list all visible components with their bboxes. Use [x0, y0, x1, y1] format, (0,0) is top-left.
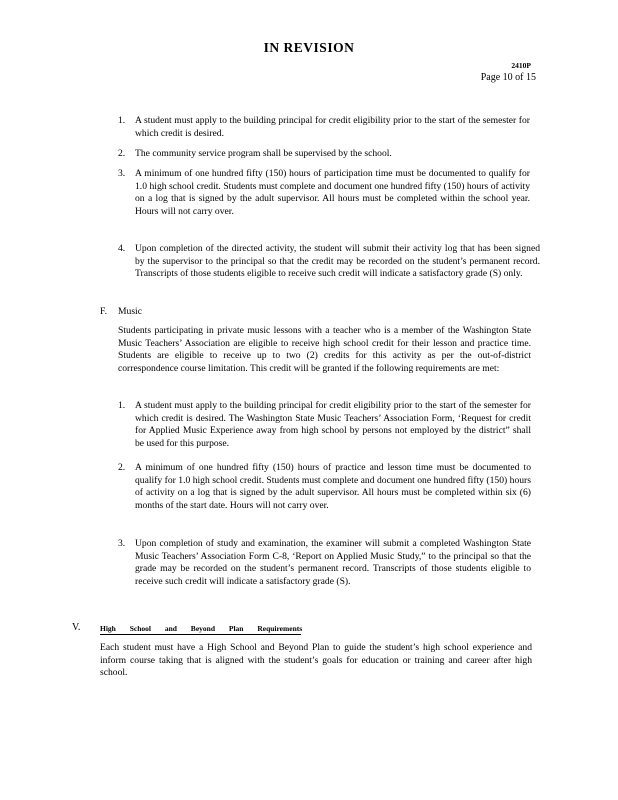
section-title: Music	[118, 306, 142, 317]
item-text: A student must apply to the building principal for credit eligibility prior to the start of the semester for which credit is desired.	[135, 115, 530, 139]
item-text: Upon completion of study and examination, the examiner will submit a completed Washington State Music Teachers’ Association Form C-8, ‘Report on Applied Music Study,” to the principal so that the grade may be recorded on the student’s permanent record. Transcripts of those students eligible to receive such credit will indicate a satisfactory grade (S).	[135, 538, 531, 587]
section-label: F.	[100, 306, 107, 317]
section-label: V.	[72, 622, 81, 633]
item-number: 1.	[118, 115, 126, 126]
item-number: 1.	[118, 400, 126, 411]
item-text: A minimum of one hundred fifty (150) hours of practice and lesson time must be documented to qualify for 1.0 high school credit. Students must complete and document one hundred fifty (150) hours of activity on a log that is signed by the adult supervisor. All hours must be completed within six (6) months of the start date. Hours will not carry over.	[135, 462, 531, 511]
item-number: 3.	[118, 538, 126, 549]
section-text: Each student must have a High School and Beyond Plan to guide the student’s high school experience and inform course taking that is aligned with the student’s goals for education or training and career after high school.	[100, 642, 532, 679]
page-title: IN REVISION	[263, 40, 355, 55]
item-text: The community service program shall be supervised by the school.	[135, 148, 392, 159]
heading-underline	[100, 634, 301, 635]
section-heading: High School and Beyond Plan Requirements	[100, 624, 303, 633]
item-number: 2.	[118, 462, 126, 473]
item-number: 3.	[118, 168, 126, 179]
page-number: Page 10 of 15	[480, 72, 536, 83]
item-text: Upon completion of the directed activity, the student will submit their activity log that has been signed by the supervisor to the principal so that the credit may be recorded on the student’s permanent record. Transcripts of those students eligible to receive such credit will indicate a satisfactory grade (S) only.	[135, 243, 540, 280]
policy-code: 2410P	[511, 61, 531, 70]
section-intro: Students participating in private music lessons with a teacher who is a member of the Washington State Music Teachers’ Association are eligible to receive high school credit for their lesson and practice time. Students are eligible to receive up to two (2) credits for this activity as per the out-of-district correspondence course limitation. This credit will be granted if the following requirements are met:	[118, 325, 531, 374]
item-number: 4.	[118, 243, 126, 254]
item-text: A minimum of one hundred fifty (150) hours of participation time must be documented to qualify for 1.0 high school credit. Students must complete and document one hundred fifty (150) hours of activity on a log that is signed by the adult supervisor. All hours must be completed within the school year. Hours will not carry over.	[135, 168, 530, 217]
item-number: 2.	[118, 148, 126, 159]
item-text: A student must apply to the building principal for credit eligibility prior to the start of the semester for which credit is desired. The Washington State Music Teachers’ Association Form, ‘Request for credit for Applied Music Experience away from high school by persons not employed by the district” shall be used for this purpose.	[135, 400, 531, 449]
